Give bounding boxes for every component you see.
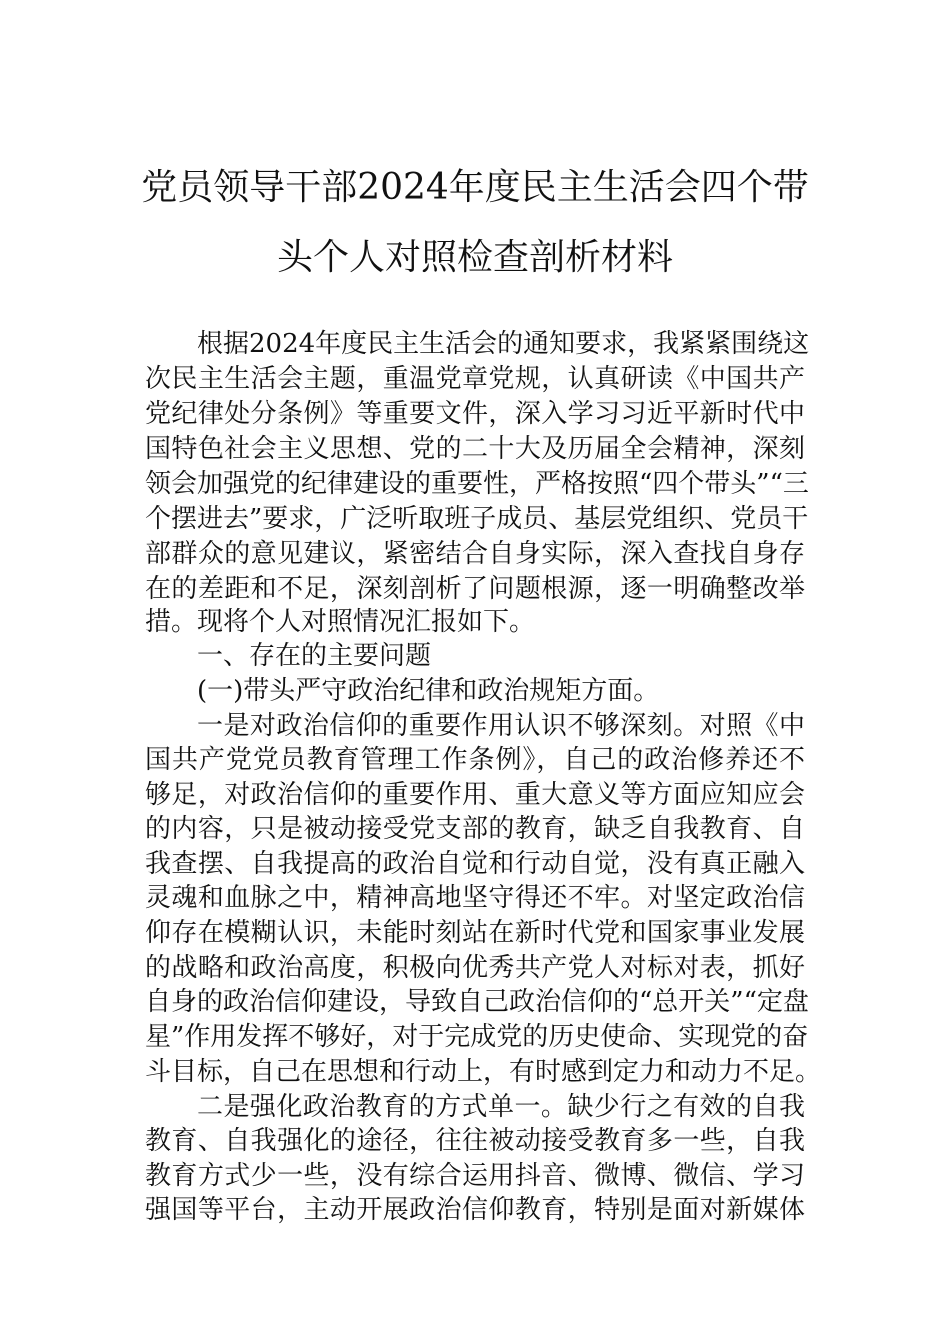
body-line: 二是强化政治教育的方式单一。缺少行之有效的自我 bbox=[197, 1092, 805, 1122]
body-line: 仰存在模糊认识，未能时刻站在新时代党和国家事业发展 bbox=[145, 918, 805, 948]
body-line: 在的差距和不足，深刻剖析了问题根源，逐一明确整改举 bbox=[145, 574, 805, 604]
body-line: 措。现将个人对照情况汇报如下。 bbox=[145, 607, 536, 637]
subsection-heading: (一)带头严守政治纪律和政治规矩方面。 bbox=[197, 676, 660, 706]
body-line: 教育方式少一些，没有综合运用抖音、微博、微信、学习 bbox=[145, 1161, 805, 1191]
document-title-line-1: 党员领导干部2024年度民主生活会四个带 bbox=[141, 167, 809, 208]
body-line: 根据2024年度民主生活会的通知要求，我紧紧围绕这 bbox=[197, 329, 810, 359]
body-line: 国共产党党员教育管理工作条例》，自己的政治修养还不 bbox=[145, 745, 805, 775]
body-line: 个摆进去”要求，广泛听取班子成员、基层党组织、党员干 bbox=[145, 504, 809, 534]
body-line: 的战略和政治高度，积极向优秀共产党人对标对表，抓好 bbox=[145, 953, 805, 983]
body-line: 领会加强党的纪律建设的重要性，严格按照“四个带头”“三 bbox=[145, 469, 809, 499]
body-line: 党纪律处分条例》等重要文件，深入学习习近平新时代中 bbox=[145, 399, 805, 429]
body-line: 教育、自我强化的途径，往往被动接受教育多一些，自我 bbox=[145, 1126, 805, 1156]
body-line: 强国等平台，主动开展政治信仰教育，特别是面对新媒体 bbox=[145, 1195, 805, 1225]
body-line: 我查摆、自我提高的政治自觉和行动自觉，没有真正融入 bbox=[145, 849, 805, 879]
body-line: 灵魂和血脉之中，精神高地坚守得还不牢。对坚定政治信 bbox=[145, 883, 805, 913]
body-line: 够足，对政治信仰的重要作用、重大意义等方面应知应会 bbox=[145, 780, 805, 810]
body-line: 次民主生活会主题，重温党章党规，认真研读《中国共产 bbox=[145, 364, 805, 394]
document-title-line-2: 头个人对照检查剖析材料 bbox=[276, 237, 673, 278]
body-line: 国特色社会主义思想、党的二十大及历届全会精神，深刻 bbox=[145, 434, 805, 464]
section-heading: 一、存在的主要问题 bbox=[197, 641, 432, 671]
body-line: 部群众的意见建议，紧密结合自身实际，深入查找自身存 bbox=[145, 539, 805, 569]
body-line: 自身的政治信仰建设，导致自己政治信仰的“总开关”“定盘 bbox=[145, 987, 809, 1017]
body-line: 一是对政治信仰的重要作用认识不够深刻。对照《中 bbox=[197, 711, 805, 741]
body-line: 星”作用发挥不够好，对于完成党的历史使命、实现党的奋 bbox=[145, 1022, 809, 1052]
body-line: 的内容，只是被动接受党支部的教育，缺乏自我教育、自 bbox=[145, 814, 805, 844]
body-line: 斗目标，自己在思想和行动上，有时感到定力和动力不足。 bbox=[145, 1057, 822, 1087]
